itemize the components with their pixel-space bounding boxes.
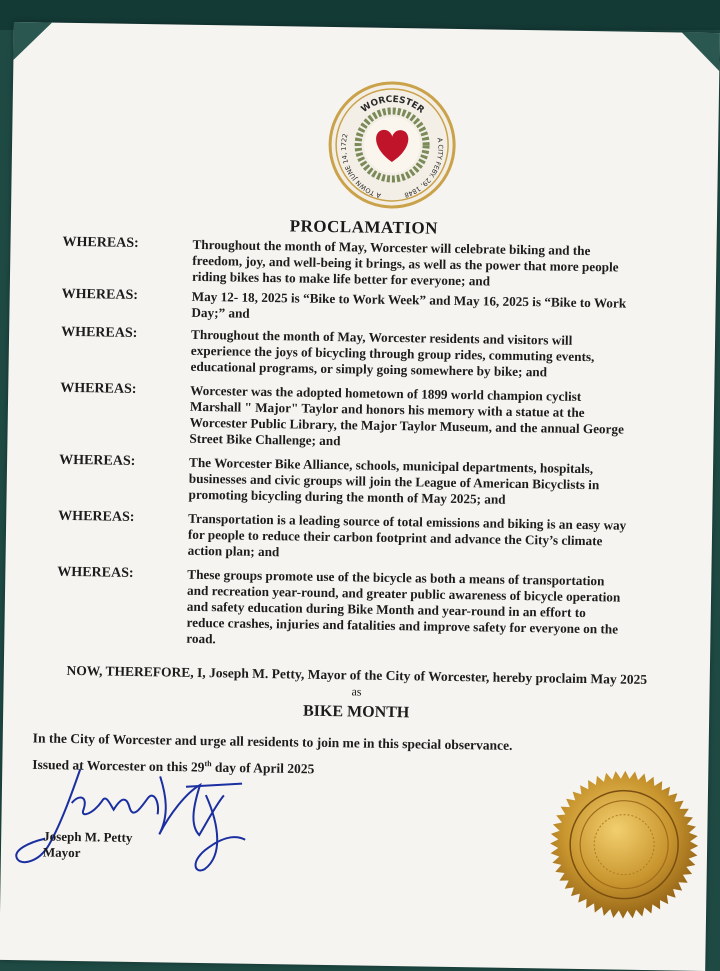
urge-statement: In the City of Worcester and urge all residents to join me in this special observance. [32,730,513,753]
signer-name: Joseph M. Petty [43,828,133,845]
proclaimed-title: BIKE MONTH [302,702,410,722]
whereas-clause-7 [5,564,711,647]
clause-text: Throughout the month of May, Worcester will celebrate biking and the freedom, joy, and well-being it brings, as well as the power that more people riding bikes has to make life better for everyone; and [191,236,619,289]
clause-text: May 12- 18, 2025 is “Bike to Work Week” and May 16, 2025 is “Bike to Work Day;” and [191,288,627,321]
clause-label: WHEREAS: [60,380,137,397]
signer-title: Mayor [42,844,81,861]
city-seal-logo [326,79,458,211]
signer-block [43,829,133,862]
clause-text: The Worcester Bike Alliance, schools, municipal departments, hospitals, businesses and civic groups will join the League of American Bicyclists in promoting bicycling during the month of May 2025; and [188,454,600,507]
seal-right-arc-text: A CITY FEBY. 29, 1848 [403,137,445,200]
whereas-clause-5 [7,452,713,507]
folder-corner-left [13,22,52,61]
gold-foil-seal-icon [548,769,700,921]
clause-label: WHEREAS: [61,286,139,303]
whereas-clause-6 [6,508,712,560]
clause-label: WHEREAS: [58,508,135,525]
therefore-statement: NOW, THEREFORE, I, Joseph M. Petty, Mayor of the City of Worcester, hereby proclaim May 2025 [66,662,648,688]
clause-text: Transportation is a leading source of total emissions and biking is an easy way for people to reduce their carbon footprint and advance the City’s climate action plan; and [187,510,627,560]
folder-corner-right [681,32,720,71]
seal-ring-text: WORCESTER [359,94,426,116]
clause-text: These groups promote use of the bicycle as both a means of transportation and recreation year-round, and greater public awareness of bicycle operation and safety education during Bike Month and year-round in an effort to reduce crashes, injuries and fatalities and improve safety for everyone on the road. [186,566,621,647]
page-title: PROCLAMATION [289,216,439,238]
as-word: as [351,684,362,699]
clause-text: Worcester was the adopted hometown of 1899 world champion cyclist Marshall " Major" Taylor and honors his memory with a statue at the Worcester Public Library, the Major Taylor Museum, and the annual George Street Bike Challenge; and [189,382,625,449]
whereas-clause-4 [8,380,714,449]
clause-text: Throughout the month of May, Worcester residents and visitors will experience the joys of bicycling through group rides, commuting events, educational programs, or simply going somewhere by bike; and [190,326,595,380]
seal-left-arc-text: A TOWN JUNE 14, 1722 [339,132,382,200]
clause-label: WHEREAS: [57,564,134,581]
issued-line: Issued at Worcester on this 29th day of April 2025 [32,756,315,777]
clause-label: WHEREAS: [61,324,138,341]
proclamation-document [0,22,720,971]
clause-label: WHEREAS: [59,452,136,469]
clause-label: WHEREAS: [62,234,139,251]
